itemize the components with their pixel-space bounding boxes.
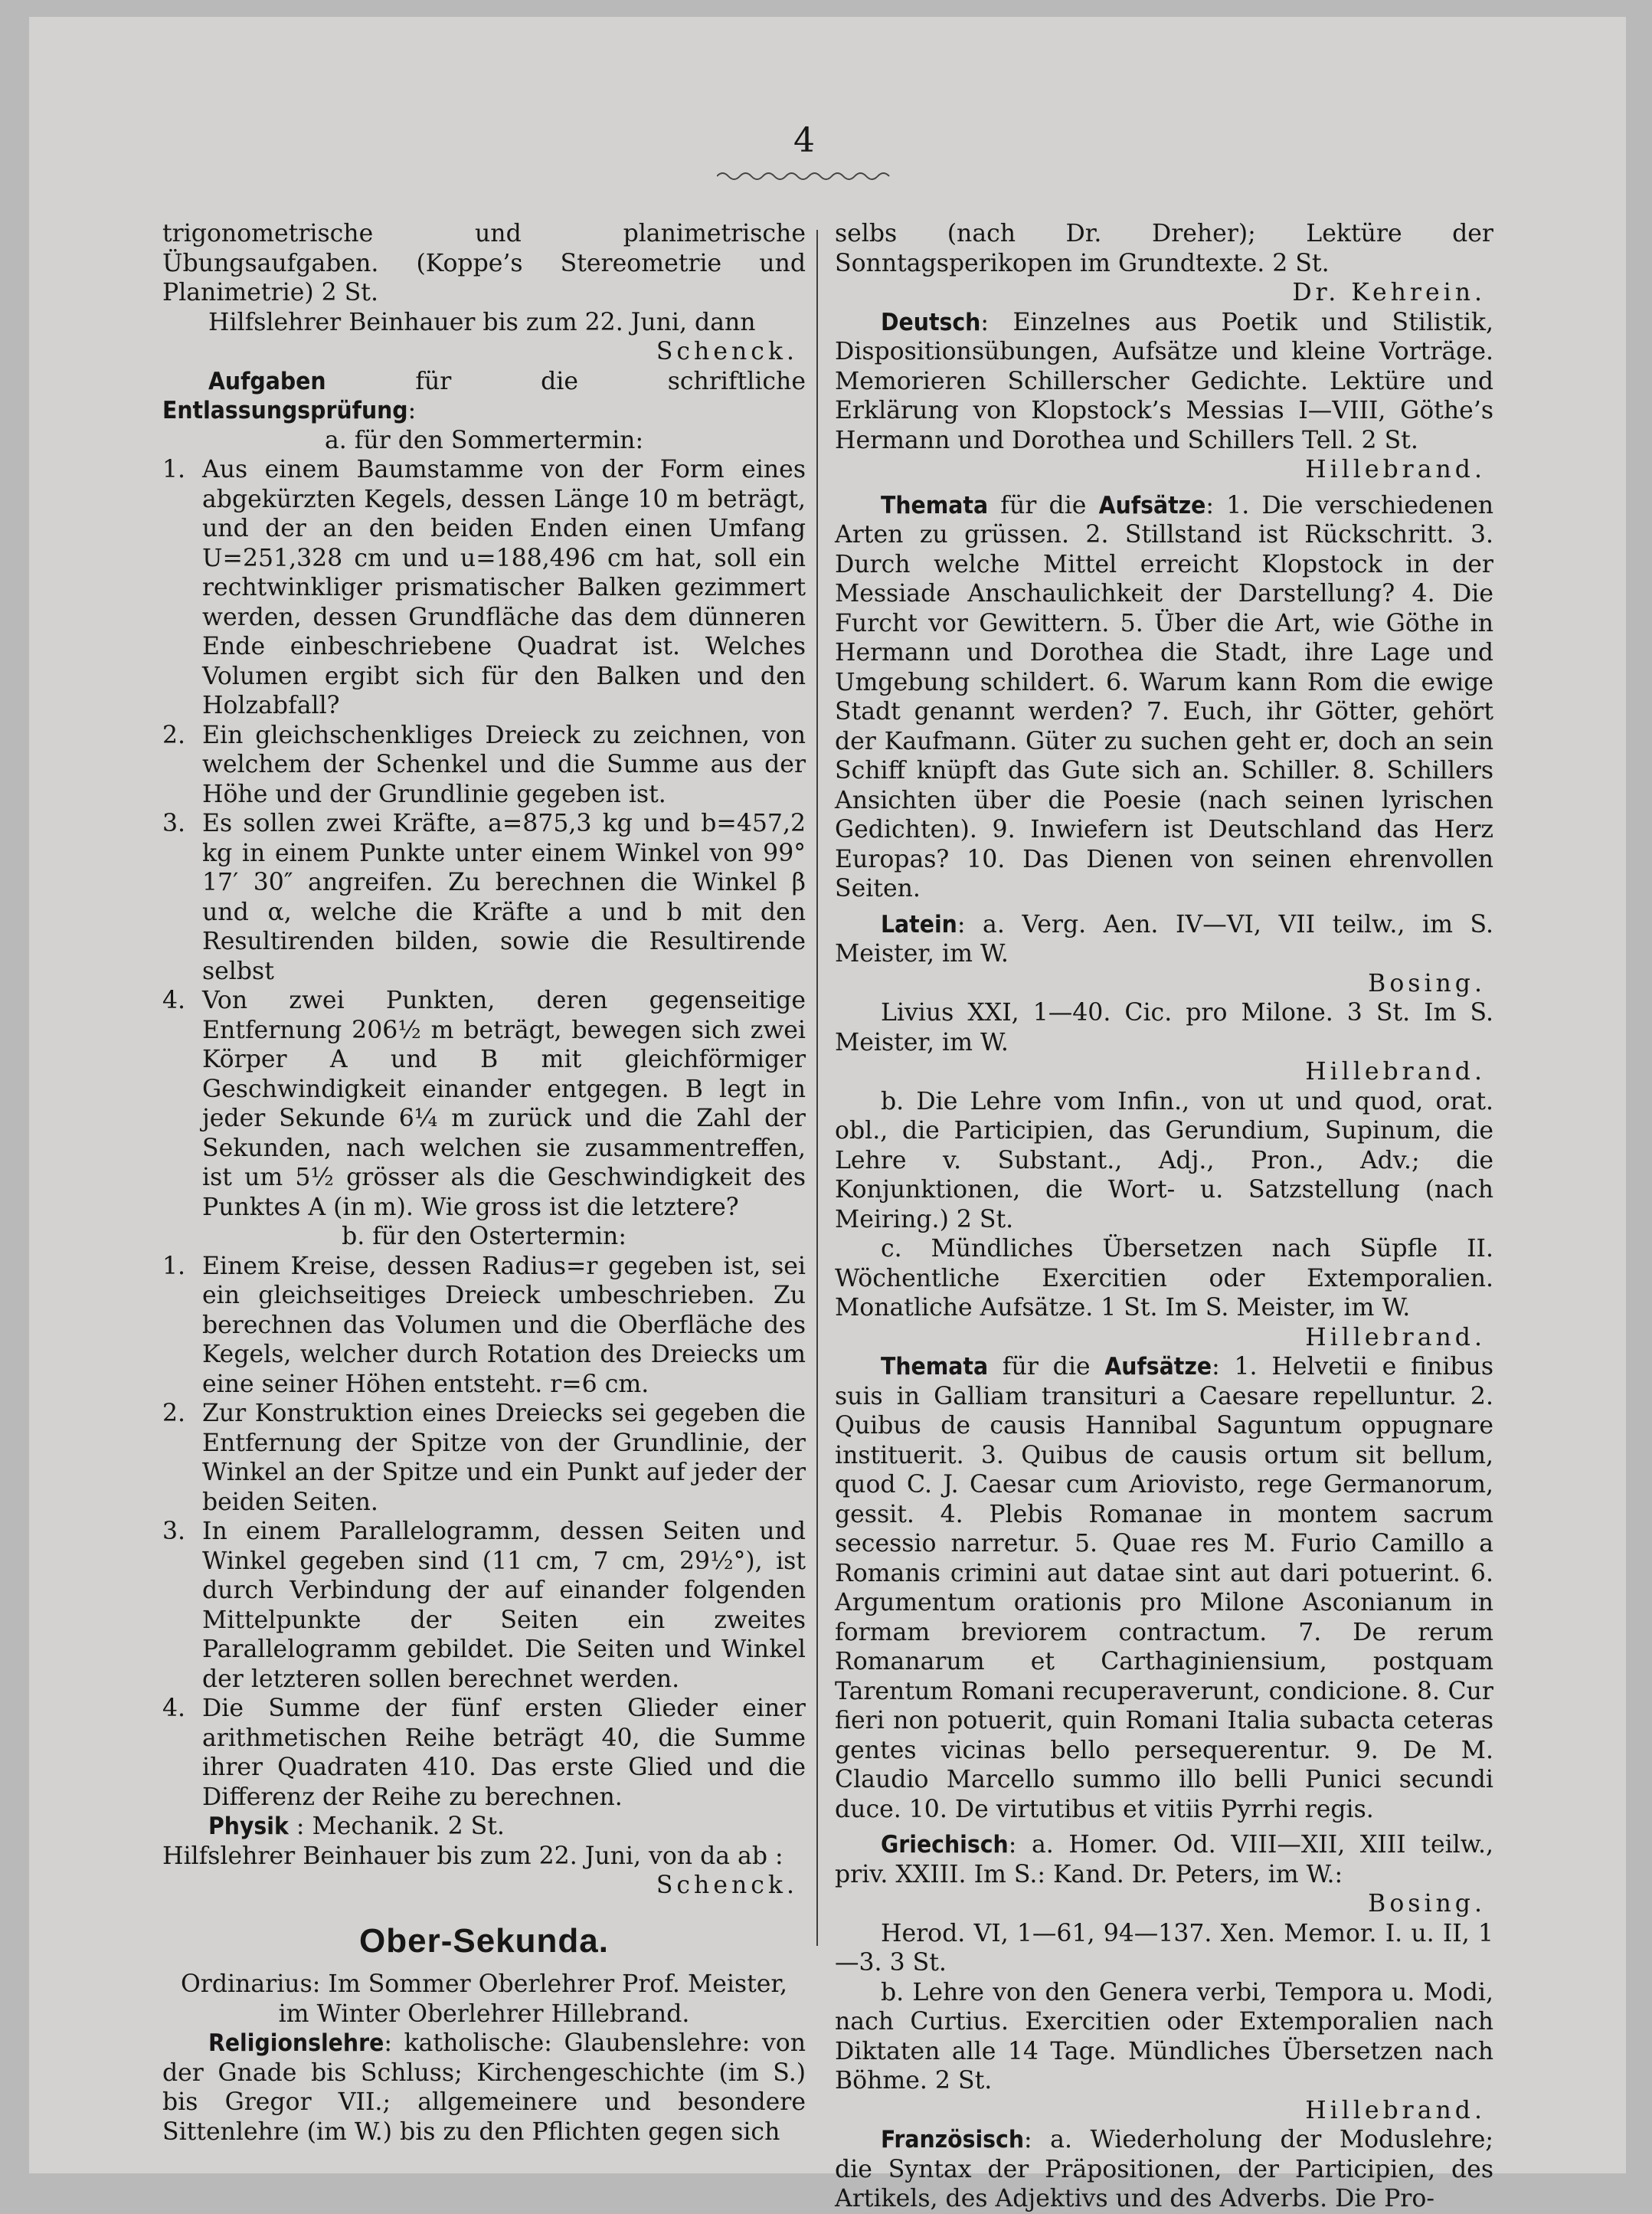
themata-label: Themata xyxy=(881,491,989,519)
task-item xyxy=(162,809,806,986)
task-item xyxy=(162,455,806,721)
latein-text: : a. Verg. Aen. IV—VI, VII teilw., im S. Meister, im W. xyxy=(835,910,1493,968)
page-number: 4 xyxy=(793,121,815,160)
latein-b: b. Die Lehre vom Infin., von ut und quod, orat. obl., die Participien, das Gerundium, Supinum, die Lehre v. Substant., Adj., Pron., Adv.; die Konjunktionen, die Wort- u. Satzstellung (nach Meiring.) 2 St. xyxy=(835,1087,1493,1233)
task-number: 1. xyxy=(162,1252,186,1280)
left-intro-text: trigonometrische und planimetrische Übungsaufgaben. (Koppe’s Stereometrie und Planimetrie) 2 St. xyxy=(162,220,806,306)
deutsch-label: Deutsch xyxy=(881,308,981,336)
griechisch-label: Griechisch xyxy=(881,1831,1009,1859)
task-number: 1. xyxy=(162,456,186,483)
task-number: 4. xyxy=(162,987,186,1014)
teacher-name: Hillebrand. xyxy=(1305,2096,1486,2124)
task-number: 3. xyxy=(162,1518,186,1545)
task-item xyxy=(162,1399,806,1517)
task-text: Aus einem Baumstamme von der Form eines abgekürzten Kegels, dessen Länge 10 m beträgt, und der an den beiden Enden einen Umfang U=251,328 cm und u=188,496 cm hat, soll ein rechtwinkliger prismatischer Balken gezimmert werden, dessen Grundfläche das dem dünneren Ende einbeschriebene Quadrat ist. Welches Volumen ergibt sich für den Balken und den Holzabfall? xyxy=(202,456,806,719)
task-item xyxy=(162,1252,806,1400)
aufgaben-colon: : xyxy=(407,397,417,424)
themata-german-paragraph xyxy=(835,491,1493,904)
religion-paragraph xyxy=(162,2029,806,2147)
teacher-name: Hillebrand. xyxy=(1305,456,1486,483)
task-text: Die Summe der fünf ersten Glieder einer arithmetischen Reihe beträgt 40, die Summe ihrer Quadraten 410. Das erste Glied und die Differenz der Reihe zu berechnen. xyxy=(202,1695,806,1811)
religion-continuation: selbs (nach Dr. Dreher); Lektüre der Sonntagsperikopen im Grundtexte. 2 St. xyxy=(835,220,1493,277)
franzoesisch-label: Französisch xyxy=(881,2126,1025,2153)
religion-label: Religionslehre xyxy=(208,2029,384,2057)
ostertermin-heading: b. für den Ostertermin: xyxy=(342,1223,626,1250)
themata-label: Themata xyxy=(881,1353,989,1380)
deutsch-paragraph xyxy=(835,308,1493,456)
teacher-line: Hilfslehrer Beinhauer bis zum 22. Juni, dann xyxy=(208,308,756,336)
physik-label: Physik xyxy=(208,1813,289,1840)
physik-text: : Mechanik. 2 St. xyxy=(296,1813,505,1840)
task-item xyxy=(162,1517,806,1694)
physik-teacher-name: Schenck. xyxy=(656,1872,798,1899)
themata-latin-text: : 1. Helvetii e finibus suis in Galliam transituri a Caesare repelluntur. 2. Quibus de causis Hannibal Saguntum oppugnare instituerit. 3. Quibus de causis ortum sit bellum, quod C. J. Caesar cum Ariovisto, rege Germanorum, gessit. 4. Plebis Romanae in montem sacrum secessio narretur. 5. Quae res M. Furio Camillo a Romanis crimini aut datae sint aut dari potuerint. 6. Argumentum orationis pro Milone Asconianum in formam breviorem contractum. 7. De rerum Romanarum et Carthaginiensium, postquam Tarentum Romani recuperaverunt, condicione. 8. Cur fieri non potuerit, quin Romani Italia subacta ceteras gentes vicinas bello persequerentur. 9. De M. Claudio Marcello summo illo belli Punici secundi duce. 10. De virtutibus et vitiis Pyrrhi regis. xyxy=(835,1353,1494,1823)
religion-text: : katholische: Glaubenslehre: von der Gnade bis Schluss; Kirchengeschichte (im S.) bis Gregor VII.; allgemeinere und besondere Sittenlehre (im W.) bis zu den Pflichten gegen sich xyxy=(162,2029,806,2146)
latein-paragraph xyxy=(835,910,1493,969)
aufgaben-label-2: Entlassungsprüfung xyxy=(162,397,408,424)
column-divider xyxy=(816,230,818,1946)
franzoesisch-text: : a. Wiederholung der Moduslehre; die Syntax der Präpositionen, der Participien, des Artikels, des Adjektivs und des Adverbs. Die Pro- xyxy=(835,2126,1493,2212)
right-column xyxy=(835,219,1493,2214)
task-text: Einem Kreise, dessen Radius=r gegeben ist, sei ein gleichseitiges Dreieck umbeschrieben. Zu berechnen das Volumen und die Oberfläche des Kegels, welcher durch Rotation des Dreiecks um eine seiner Höhen entsteht. r=6 cm. xyxy=(202,1252,806,1398)
teacher-name: Bosing. xyxy=(1368,1890,1486,1918)
deutsch-text: : Einzelnes aus Poetik und Stilistik, Dispositionsübungen, Aufsätze und kleine Vorträge. Memorieren Schillerscher Gedichte. Lektüre und Erklärung von Klopstock’s Messias I—VIII, Göthe’s Hermann und Dorothea und Schillers Tell. 2 St. xyxy=(835,308,1493,454)
aufgaben-connector: für die schriftliche xyxy=(415,367,806,395)
sommertermin-heading: a. für den Sommertermin: xyxy=(324,426,644,454)
teacher-name: Schenck. xyxy=(656,338,798,365)
task-number: 2. xyxy=(162,721,186,749)
left-column xyxy=(162,219,806,2147)
teacher-name: Hillebrand. xyxy=(1305,1058,1486,1086)
ordinarius-line-1: Ordinarius: Im Sommer Oberlehrer Prof. Meister, xyxy=(180,1970,787,1998)
teacher-name: Bosing. xyxy=(1368,969,1486,997)
task-text: In einem Parallelogramm, dessen Seiten und Winkel gegeben sind (11 cm, 7 cm, 29½°), ist durch Verbindung der auf einander folgenden Mittelpunkte der Seiten ein zweites Parallelogramm gebildet. Die Seiten und Winkel der letzteren sollen berechnet werden. xyxy=(202,1518,806,1693)
task-text: Ein gleichschenkliges Dreieck zu zeichnen, von welchem der Schenkel und die Summe aus der Höhe und der Grundlinie gegeben ist. xyxy=(202,721,806,808)
aufsaetze-label: Aufsätze xyxy=(1098,491,1206,519)
themata-latin-paragraph xyxy=(835,1352,1493,1824)
section-title: Ober-Sekunda. xyxy=(359,1921,609,1960)
griechisch-text: : a. Homer. Od. VIII—XII, XIII teilw., priv. XXIII. Im S.: Kand. Dr. Peters, im W.: xyxy=(835,1831,1493,1888)
latein-c: c. Mündliches Übersetzen nach Süpfle II. Wöchentliche Exercitien oder Extemporalien. Monatliche Aufsätze. 1 St. Im S. Meister, im W. xyxy=(835,1235,1493,1322)
wavy-ornament-icon xyxy=(717,169,893,184)
physik-heading xyxy=(162,1812,806,1842)
themata-german-text: : 1. Die verschiedenen Arten zu grüssen. 2. Stillstand ist Rückschritt. 3. Durch welche Mittel erreicht Klopstock in der Messiade Anschaulichkeit der Darstellung? 4. Die Furcht vor Gewittern. 5. Über die Art, wie Göthe in Hermann und Dorothea die Stadt, ihre Lage und Umgebung schildert. 6. Warum kann Rom die ewige Stadt genannt werden? 7. Euch, ihr Götter, gehört der Kaufmann. Güter zu suchen geht er, doch an sein Schiff knüpft das Gute sich an. Schiller. 8. Schillers Ansichten über die Poesie (nach seinen lyrischen Gedichten). 9. Inwiefern ist Deutschland das Herz Europas? 10. Das Dienen von seinen ehrenvollen Seiten. xyxy=(835,491,1494,902)
task-number: 3. xyxy=(162,810,186,837)
ordinarius-line-2: im Winter Oberlehrer Hillebrand. xyxy=(278,1999,690,2028)
task-text: Es sollen zwei Kräfte, a=875,3 kg und b=457,2 kg in einem Punkte unter einem Winkel von 99° 17′ 30″ angreifen. Zu berechnen die Winkel β und α, welche die Kräfte a und b mit den Resultirenden bilden, sowie die Resultirende selbst xyxy=(202,810,806,985)
task-item xyxy=(162,1694,806,1812)
teacher-name: Hillebrand. xyxy=(1305,1323,1486,1351)
task-item xyxy=(162,721,806,810)
latein-livius: Livius XXI, 1—40. Cic. pro Milone. 3 St. Im S. Meister, im W. xyxy=(835,999,1493,1056)
aufsaetze-label: Aufsätze xyxy=(1104,1353,1212,1380)
task-text: Von zwei Punkten, deren gegenseitige Entfernung 206½ m beträgt, bewegen sich zwei Körper A und B mit gleichförmiger Geschwindigkeit einander entgegen. B legt in jeder Sekunde 6¼ m zurück und die Zahl der Sekunden, nach welchen sie zusammentreffen, ist um 5½ grösser als die Geschwindigkeit des Punktes A (in m). Wie gross ist die letztere? xyxy=(202,987,806,1221)
franzoesisch-paragraph xyxy=(835,2125,1493,2214)
themata-connector: für die xyxy=(1002,1353,1091,1380)
task-number: 4. xyxy=(162,1695,186,1722)
griechisch-paragraph xyxy=(835,1830,1493,1889)
task-text: Zur Konstruktion eines Dreiecks sei gegeben die Entfernung der Spitze von der Grundlinie, der Winkel an der Spitze und ein Punkt auf jeder der beiden Seiten. xyxy=(202,1400,806,1516)
teacher-name: Dr. Kehrein. xyxy=(1292,279,1486,306)
task-number: 2. xyxy=(162,1400,186,1427)
griechisch-b: b. Lehre von den Genera verbi, Tempora u. Modi, nach Curtius. Exercitien oder Extemporalien nach Diktaten alle 14 Tage. Mündliches Übersetzen nach Böhme. 2 St. xyxy=(835,1978,1493,2094)
latein-label: Latein xyxy=(881,910,957,938)
themata-connector: für die xyxy=(1000,491,1087,519)
physik-teacher-line: Hilfslehrer Beinhauer bis zum 22. Juni, von da ab : xyxy=(162,1842,783,1870)
task-item xyxy=(162,986,806,1222)
aufgaben-heading xyxy=(162,367,806,426)
griechisch-herod: Herod. VI, 1—61, 94—137. Xen. Memor. I. u. II, 1—3. 3 St. xyxy=(835,1919,1493,1977)
aufgaben-label: Aufgaben xyxy=(208,367,326,395)
